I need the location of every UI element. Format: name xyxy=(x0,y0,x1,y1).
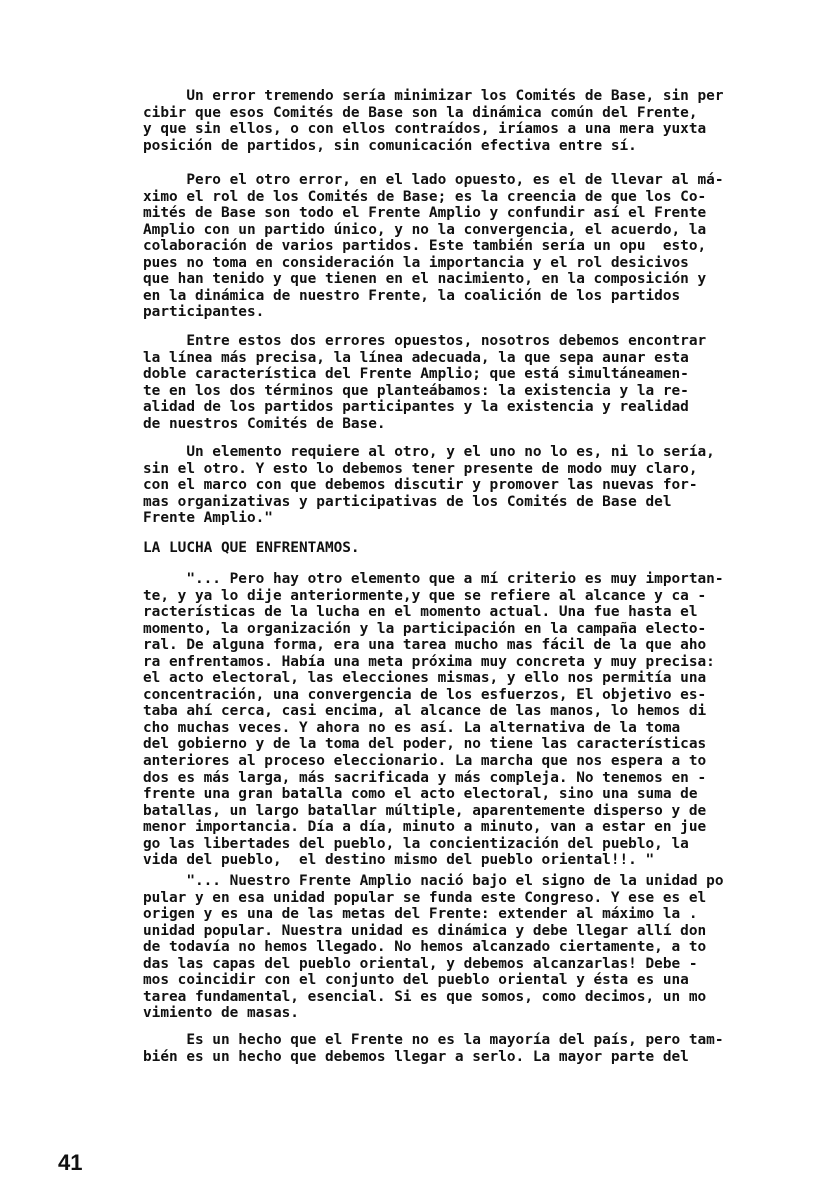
section-heading xyxy=(143,540,783,557)
text-line: tarea fundamental, esencial. Si es que somos, como decimos, un mo xyxy=(143,988,707,1005)
paragraph xyxy=(143,873,783,1022)
page-number: 41 xyxy=(58,1150,83,1175)
text-line: Es un hecho que el Frente no es la mayoría del país, pero tam- xyxy=(143,1032,724,1048)
text-line: mos coincidir con el conjunto del pueblo oriental y ésta es una xyxy=(143,972,689,989)
text-line: momento, la organización y la participación en la campaña electo- xyxy=(143,620,707,637)
text-line: Un elemento requiere al otro, y el uno no lo es, ni lo sería, xyxy=(143,444,715,460)
text-line: bién es un hecho que debemos llegar a serlo. La mayor parte del xyxy=(143,1048,689,1065)
text-line: concentración, una convergencia de los esfuerzos, El objetivo es- xyxy=(143,686,707,703)
text-line: te en los dos términos que planteábamos: la existencia y la re- xyxy=(143,382,689,399)
text-line: unidad popular. Nuestra unidad es dinámica y debe llegar allí don xyxy=(143,922,707,939)
text-line: racterísticas de la lucha en el momento actual. Una fue hasta el xyxy=(143,604,698,621)
text-line: ra enfrentamos. Había una meta próxima muy concreta y muy precisa: xyxy=(143,653,715,670)
text-line: pular y en esa unidad popular se funda este Congreso. Y ese es el xyxy=(143,889,707,906)
text-line: doble característica del Frente Amplio; que está simultáneamen- xyxy=(143,366,689,383)
text-line: Un error tremendo sería minimizar los Comités de Base, sin per xyxy=(143,88,724,104)
text-line: cibir que esos Comités de Base son la dinámica común del Frente, xyxy=(143,104,698,121)
text-line: anteriores al proceso eleccionario. La marcha que nos espera a to xyxy=(143,753,707,770)
text-line: frente una gran batalla como el acto electoral, sino una suma de xyxy=(143,786,698,803)
text-line: menor importancia. Día a día, minuto a minuto, van a estar en jue xyxy=(143,819,707,836)
text-line: taba ahí cerca, casi encima, al alcance de las manos, lo hemos di xyxy=(143,703,707,720)
text-line: sin el otro. Y esto lo debemos tener presente de modo muy claro, xyxy=(143,460,698,477)
paragraph xyxy=(143,172,783,321)
text-line: batallas, un largo batallar múltiple, aparentemente disperso y de xyxy=(143,802,707,819)
text-line: la línea más precisa, la línea adecuada, la que sepa aunar esta xyxy=(143,349,689,366)
text-line: Amplio con un partido único, y no la convergencia, el acuerdo, la xyxy=(143,221,707,238)
text-line: vimiento de masas. xyxy=(143,1005,299,1022)
paragraph xyxy=(143,571,783,869)
text-line: vida del pueblo, el destino mismo del pueblo oriental!!. " xyxy=(143,852,655,869)
text-line: cho muchas veces. Y ahora no es así. La alternativa de la toma xyxy=(143,719,681,736)
text-line: "... Nuestro Frente Amplio nació bajo el signo de la unidad po xyxy=(143,873,724,889)
text-line: pues no toma en consideración la importancia y el rol desicivos xyxy=(143,254,689,271)
text-line: dos es más larga, más sacrificada y más compleja. No tenemos en - xyxy=(143,769,707,786)
text-line: te, y ya lo dije anteriormente,y que se refiere al alcance y ca - xyxy=(143,587,707,604)
paragraph xyxy=(143,444,783,527)
text-line: das las capas del pueblo oriental, y debemos alcanzarlas! Debe - xyxy=(143,955,698,972)
text-line: colaboración de varios partidos. Este también sería un opu esto, xyxy=(143,238,707,255)
text-line: de todavía no hemos llegado. No hemos alcanzado ciertamente, a to xyxy=(143,939,707,956)
text-line: mités de Base son todo el Frente Amplio y confundir así el Frente xyxy=(143,205,707,222)
text-line: origen y es una de las metas del Frente: extender al máximo la . xyxy=(143,906,698,923)
text-line: del gobierno y de la toma del poder, no tiene las características xyxy=(143,736,707,753)
text-line: que han tenido y que tienen en el nacimiento, en la composición y xyxy=(143,271,707,288)
paragraph xyxy=(143,333,783,432)
text-line: Pero el otro error, en el lado opuesto, es el de llevar al má- xyxy=(143,172,724,188)
text-line: con el marco con que debemos discutir y promover las nuevas for- xyxy=(143,477,698,494)
text-line: go las libertades del pueblo, la concientización del pueblo, la xyxy=(143,835,689,852)
text-line: alidad de los partidos participantes y la existencia y realidad xyxy=(143,399,689,416)
text-line: Frente Amplio." xyxy=(143,510,273,527)
text-line: "... Pero hay otro elemento que a mí criterio es muy importan- xyxy=(143,571,724,587)
text-line: en la dinámica de nuestro Frente, la coalición de los partidos xyxy=(143,287,681,304)
text-line: posición de partidos, sin comunicación efectiva entre sí. xyxy=(143,137,637,154)
text-line: de nuestros Comités de Base. xyxy=(143,415,386,432)
paragraph xyxy=(143,88,783,154)
text-line: ximo el rol de los Comités de Base; es la creencia de que los Co- xyxy=(143,188,707,205)
text-line: participantes. xyxy=(143,304,265,321)
text-line: Entre estos dos errores opuestos, nosotros debemos encontrar xyxy=(143,333,707,349)
text-line: mas organizativas y participativas de los Comités de Base del xyxy=(143,493,672,510)
paragraph xyxy=(143,1032,783,1065)
text-line: el acto electoral, las elecciones mismas, y ello nos permitía una xyxy=(143,670,707,687)
text-line: ral. De alguna forma, era una tarea mucho mas fácil de la que aho xyxy=(143,637,707,654)
text-line: LA LUCHA QUE ENFRENTAMOS. xyxy=(143,540,360,556)
text-line: y que sin ellos, o con ellos contraídos, iríamos a una mera yuxta xyxy=(143,121,707,138)
